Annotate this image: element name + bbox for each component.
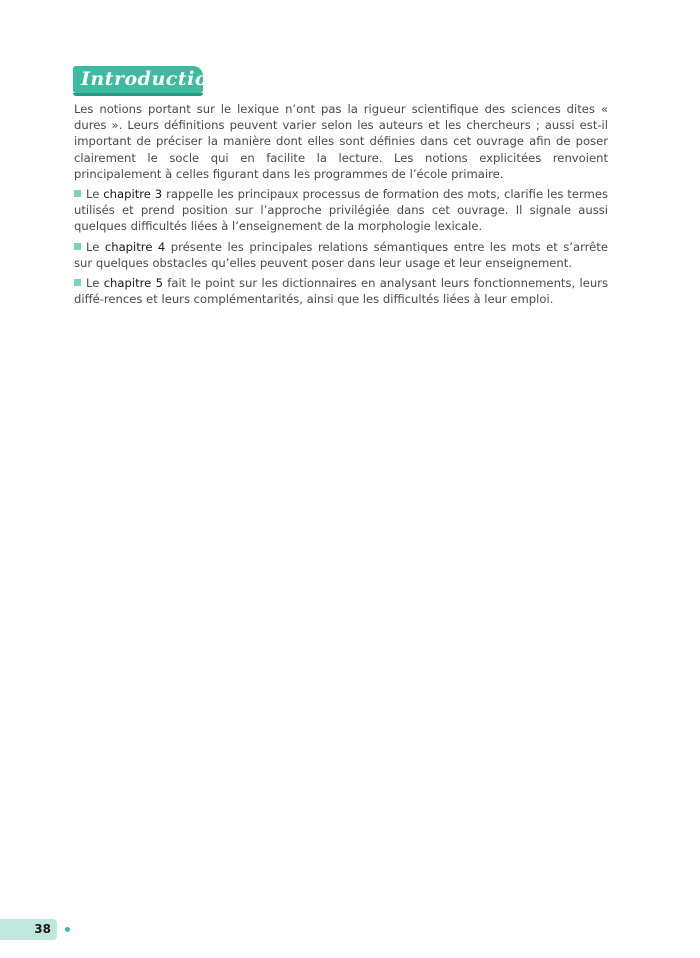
chapter-reference: chapitre 3	[103, 187, 163, 202]
chapter-reference: chapitre 5	[103, 276, 163, 291]
item-text: présente les principales relations sémantiques entre les mots et s’arrête sur quelques obstacles qu’elles peuvent poser dans leur usage et leur enseignement.	[74, 239, 608, 270]
body-text	[74, 101, 608, 311]
item-lead: Le	[86, 187, 104, 202]
square-bullet-icon	[74, 243, 81, 250]
item-text: fait le point sur les dictionnaires en analysant leurs fonctionnements, leurs diffé-rences et leurs complémentarités, ainsi que les difficultés liées à leur emploi.	[74, 276, 608, 307]
page-number-tab	[0, 919, 57, 940]
list-item-chapter-4	[74, 239, 608, 271]
section-title: Introduction	[81, 68, 223, 90]
item-lead: Le	[86, 239, 105, 254]
page-number: 38	[34, 922, 51, 936]
list-item-chapter-3	[74, 186, 608, 235]
list-item-chapter-5	[74, 275, 608, 307]
square-bullet-icon	[74, 279, 81, 286]
item-text: rappelle les principaux processus de formation des mots, clarifie les termes utilisés et prend position sur l’approche privilégiée dans cet ouvrage. Il signale aussi quelques difficultés liées à l’enseignement de la morphologie lexicale.	[74, 187, 608, 234]
section-title-box	[73, 66, 223, 93]
dot-icon	[65, 927, 70, 932]
chapter-reference: chapitre 4	[104, 239, 166, 254]
item-lead: Le	[86, 276, 104, 291]
square-bullet-icon	[74, 190, 81, 197]
intro-paragraph: Les notions portant sur le lexique n’ont pas la rigueur scientifique des sciences dites « dures ». Leurs définitions peuvent varier selon les auteurs et les chercheurs ; aussi est-il important de préciser la manière dont elles sont définies dans cet ouvrage afin de poser clairement le socle qui en facilite la lecture. Les notions explicitées renvoient principalement à celles figurant dans les programmes de l’école primaire.	[74, 102, 608, 181]
